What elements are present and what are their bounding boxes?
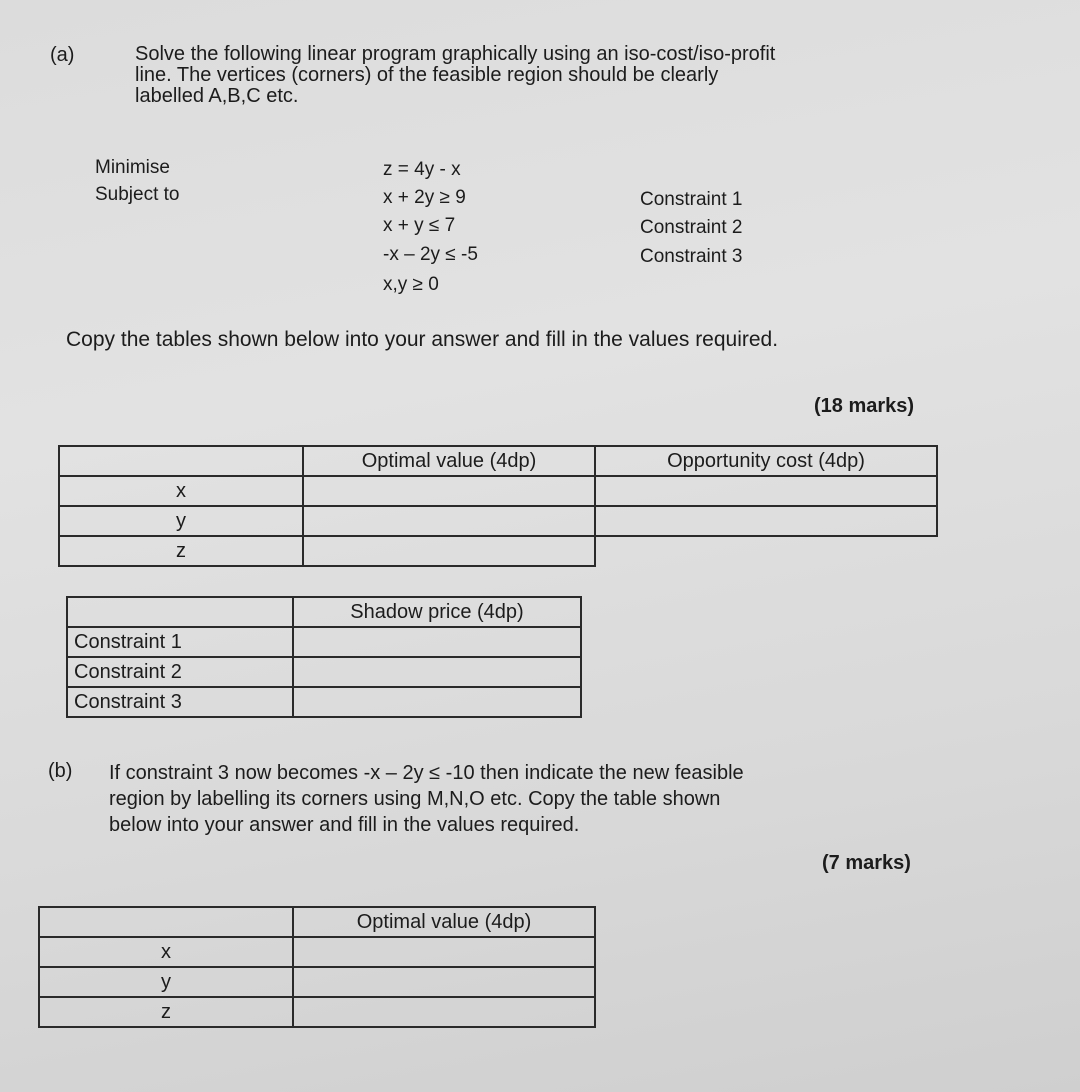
intro-line-3: labelled A,B,C etc. xyxy=(135,85,299,107)
table-header-row xyxy=(67,597,581,627)
constraint-2-expr: x + y ≤ 7 xyxy=(383,215,456,236)
row-label: y xyxy=(39,967,293,997)
constraint-1-expr: x + 2y ≥ 9 xyxy=(383,187,466,208)
answer-cell[interactable] xyxy=(293,627,581,657)
row-label: x xyxy=(59,476,303,506)
header-shadow-price: Shadow price (4dp) xyxy=(293,597,581,627)
part-a-label: (a) xyxy=(50,44,75,66)
part-a-intro xyxy=(135,44,1005,107)
table-row xyxy=(59,506,937,536)
row-label: Constraint 3 xyxy=(67,687,293,717)
answer-cell[interactable] xyxy=(293,967,595,997)
constraint-2-name: Constraint 2 xyxy=(640,217,743,238)
answer-cell[interactable] xyxy=(293,937,595,967)
table-row xyxy=(67,687,581,717)
subject-to-label: Subject to xyxy=(95,184,180,205)
part-b-text xyxy=(109,760,744,838)
shadow-price-table xyxy=(66,596,582,718)
table-header-blank xyxy=(67,597,293,627)
table-header-blank xyxy=(59,446,303,476)
table-row xyxy=(39,937,595,967)
row-label: x xyxy=(39,937,293,967)
answer-cell[interactable] xyxy=(303,506,595,536)
intro-line-2: line. The vertices (corners) of the feasible region should be clearly xyxy=(135,64,719,86)
answer-cell[interactable] xyxy=(293,687,581,717)
answer-cell[interactable] xyxy=(595,476,937,506)
intro-line-1: Solve the following linear program graphically using an iso-cost/iso-profit xyxy=(135,43,776,65)
table-header-blank xyxy=(39,907,293,937)
part-b-line-3: below into your answer and fill in the values required. xyxy=(109,814,580,836)
answer-cell[interactable] xyxy=(303,536,595,566)
header-opportunity-cost: Opportunity cost (4dp) xyxy=(595,446,937,476)
row-label: z xyxy=(59,536,303,566)
table-row xyxy=(59,536,937,566)
table-row xyxy=(67,627,581,657)
row-label: Constraint 2 xyxy=(67,657,293,687)
part-b-optimal-table xyxy=(38,906,596,1028)
row-label: Constraint 1 xyxy=(67,627,293,657)
table-row xyxy=(39,967,595,997)
table-header-row xyxy=(39,907,595,937)
answer-cell[interactable] xyxy=(595,506,937,536)
table-header-row xyxy=(59,446,937,476)
answer-cell[interactable] xyxy=(303,476,595,506)
objective-function: z = 4y - x xyxy=(383,159,461,180)
table-row xyxy=(67,657,581,687)
table-row xyxy=(39,997,595,1027)
table-row xyxy=(59,476,937,506)
part-b-label: (b) xyxy=(48,760,73,782)
constraint-3-name: Constraint 3 xyxy=(640,246,743,267)
instruction: Copy the tables shown below into your answer and fill in the values required. xyxy=(66,328,779,351)
nonnegativity: x,y ≥ 0 xyxy=(383,274,439,295)
empty-space xyxy=(595,536,937,566)
part-b-marks: (7 marks) xyxy=(822,852,911,874)
part-b-line-1: If constraint 3 now becomes -x – 2y ≤ -10 then indicate the new feasible xyxy=(109,762,744,784)
part-b-line-2: region by labelling its corners using M,N,O etc. Copy the table shown xyxy=(109,788,721,810)
row-label: y xyxy=(59,506,303,536)
header-optimal-value: Optimal value (4dp) xyxy=(293,907,595,937)
constraint-1-name: Constraint 1 xyxy=(640,189,743,210)
header-optimal-value: Optimal value (4dp) xyxy=(303,446,595,476)
part-a-marks: (18 marks) xyxy=(814,395,915,417)
answer-cell[interactable] xyxy=(293,657,581,687)
answer-cell[interactable] xyxy=(293,997,595,1027)
row-label: z xyxy=(39,997,293,1027)
constraint-3-expr: -x – 2y ≤ -5 xyxy=(383,244,478,265)
optimal-opportunity-table xyxy=(58,445,938,567)
minimise-label: Minimise xyxy=(95,157,170,178)
